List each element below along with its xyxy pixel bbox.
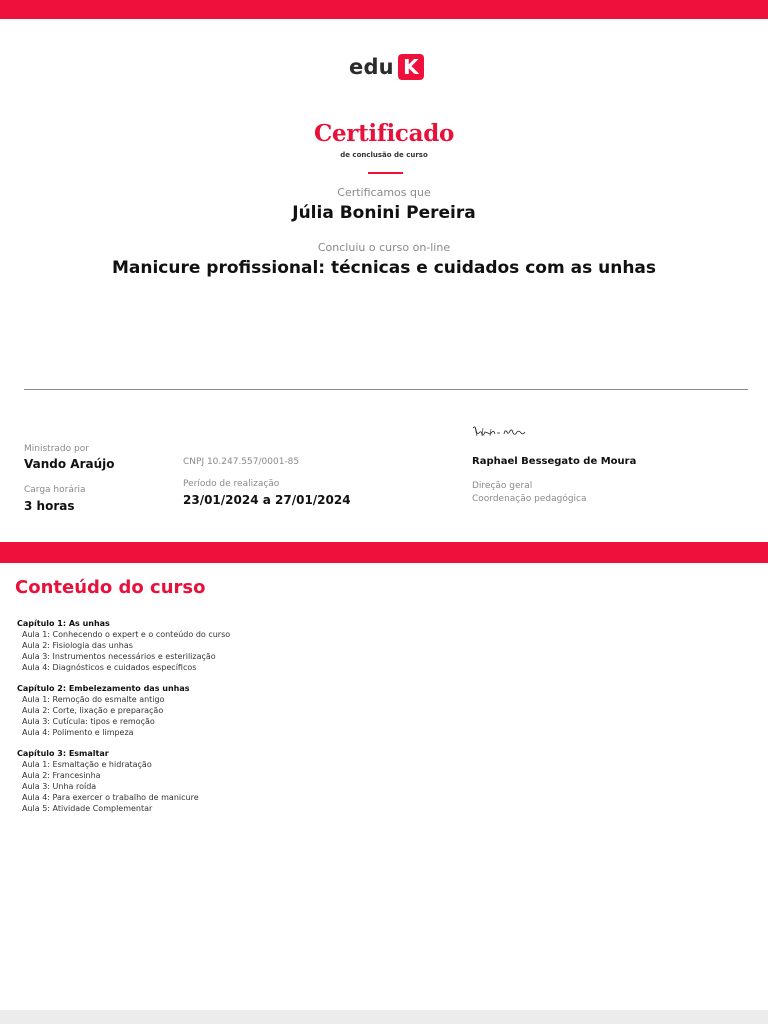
instructor-name: Vando Araújo <box>24 457 115 471</box>
lesson-item: Aula 1: Remoção do esmalte antigo <box>22 695 165 704</box>
lesson-item: Aula 3: Instrumentos necessários e esterilização <box>22 652 216 661</box>
chapter-1 <box>17 618 517 673</box>
certificate-title: Certificado <box>313 120 455 147</box>
lesson-item: Aula 5: Atividade Complementar <box>22 804 153 813</box>
lesson-item: Aula 3: Unha roída <box>22 782 97 791</box>
cnpj-text: CNPJ 10.247.557/0001-85 <box>183 457 300 467</box>
lesson-item: Aula 4: Diagnósticos e cuidados específicos <box>22 663 197 672</box>
chapter-3 <box>17 748 517 814</box>
section-accent-bar <box>0 542 768 563</box>
chapter-title: Capítulo 3: Esmaltar <box>17 749 109 758</box>
chapter-title: Capítulo 2: Embelezamento das unhas <box>17 684 190 693</box>
lesson-item: Aula 3: Cutícula: tipos e remoção <box>22 717 155 726</box>
course-name: Manicure profissional: técnicas e cuidados com as unhas <box>111 258 657 278</box>
completed-label: Concluiu o curso on-line <box>317 241 451 254</box>
title-accent-line <box>368 172 403 174</box>
instructor-label: Ministrado por <box>24 444 89 454</box>
lesson-item: Aula 4: Para exercer o trabalho de manicure <box>22 793 199 802</box>
lesson-item: Aula 2: Corte, lixação e preparação <box>22 706 164 715</box>
lesson-item: Aula 1: Esmaltação e hidratação <box>22 760 152 769</box>
lesson-item: Aula 2: Francesinha <box>22 771 101 780</box>
chapter-list <box>17 618 517 824</box>
certify-label: Certificamos que <box>337 186 431 199</box>
signatory-name: Raphael Bessegato de Moura <box>472 456 637 467</box>
lesson-item: Aula 2: Fisiologia das unhas <box>22 641 133 650</box>
role-general-direction: Direção geral <box>472 481 533 491</box>
period-value: 23/01/2024 a 27/01/2024 <box>183 493 351 507</box>
lesson-item: Aula 1: Conhecendo o expert e o conteúdo do curso <box>22 630 231 639</box>
chapter-title: Capítulo 1: As unhas <box>17 619 110 628</box>
footer-strip <box>0 1010 768 1024</box>
divider-line <box>24 389 748 390</box>
logo-k-icon: K <box>398 54 424 80</box>
edu-k-logo <box>349 53 424 81</box>
student-name: Júlia Bonini Pereira <box>292 203 476 223</box>
chapter-2 <box>17 683 517 738</box>
signature-image <box>471 424 527 440</box>
role-pedagogical-coordination: Coordenação pedagógica <box>472 494 587 504</box>
certificate-subtitle: de conclusão de curso <box>340 151 428 159</box>
hours-value: 3 horas <box>24 499 75 513</box>
lesson-item: Aula 4: Polimento e limpeza <box>22 728 134 737</box>
top-accent-bar <box>0 0 768 19</box>
logo-text: edu <box>349 55 394 79</box>
period-label: Período de realização <box>183 479 280 489</box>
course-contents-title: Conteúdo do curso <box>15 577 206 598</box>
hours-label: Carga horária <box>24 485 86 495</box>
